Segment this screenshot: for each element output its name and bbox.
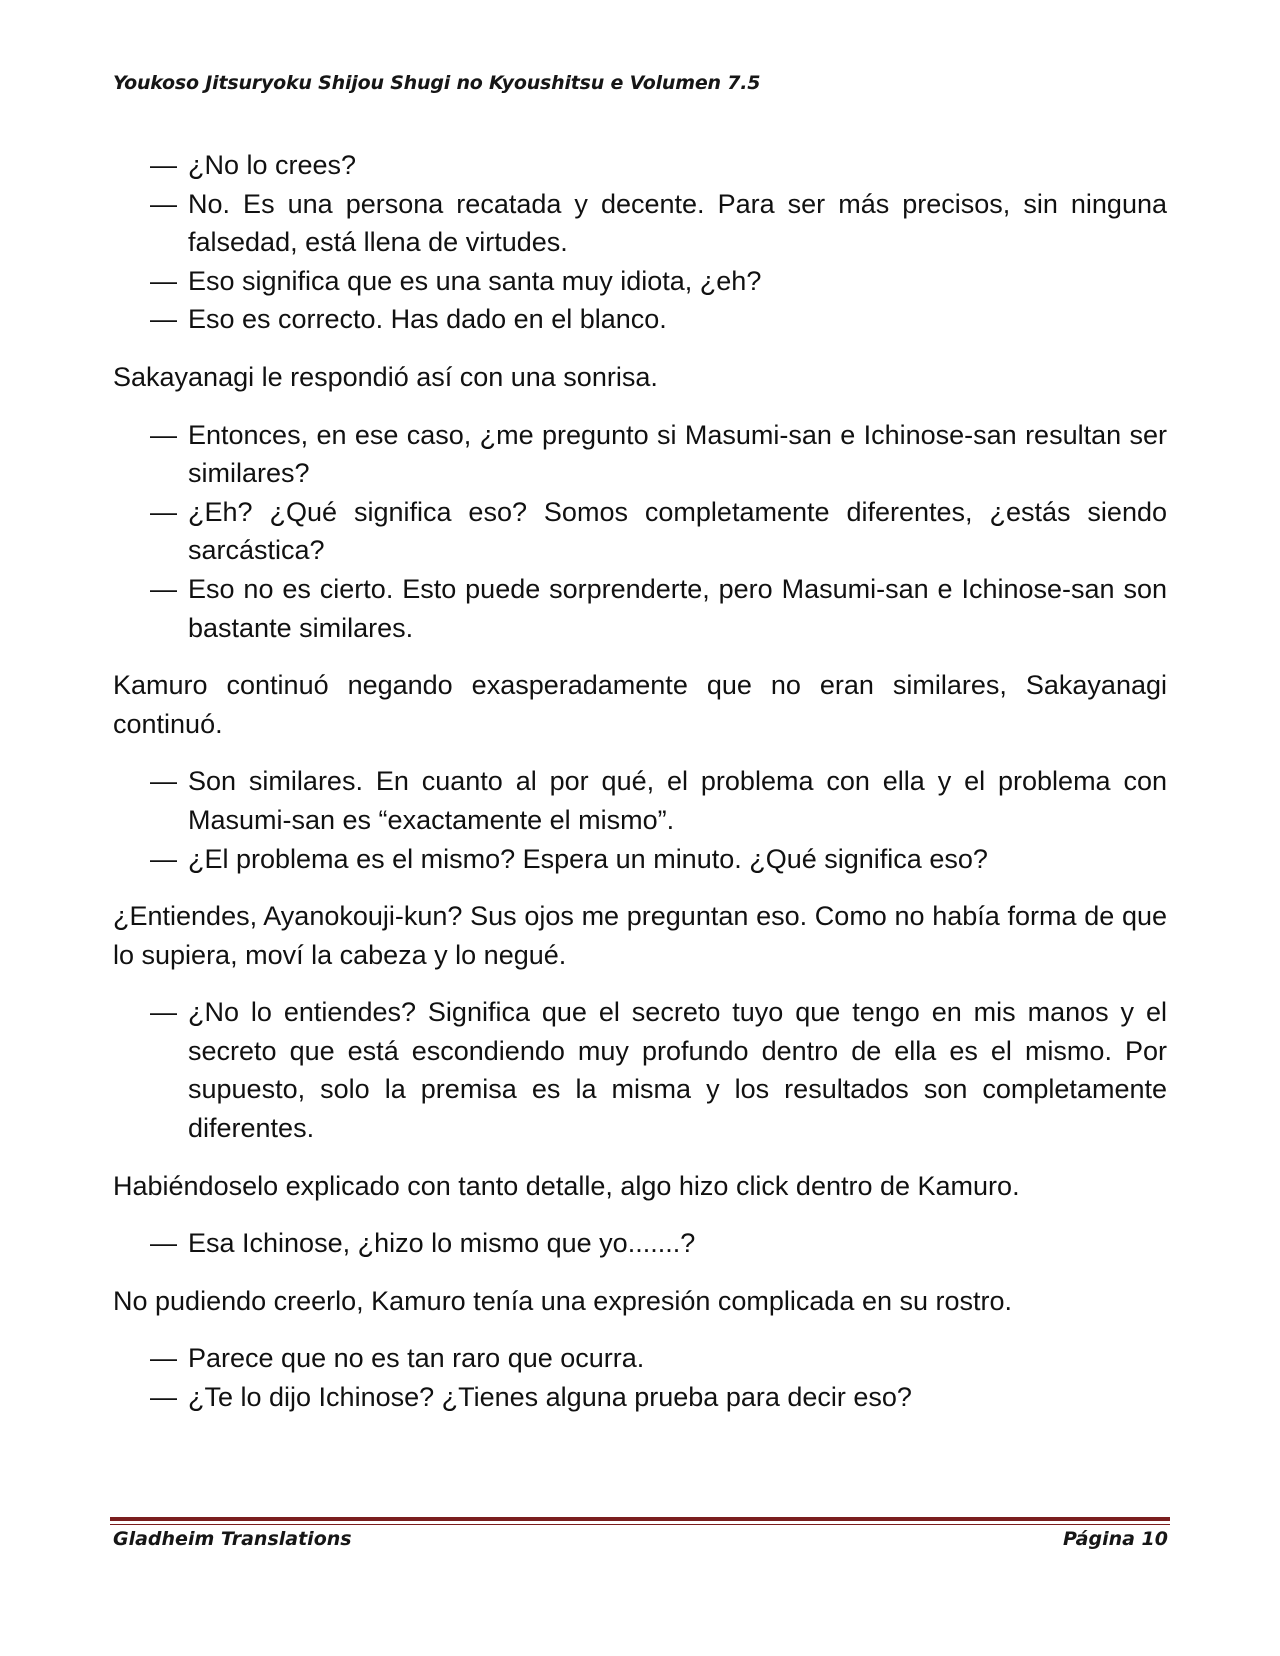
dialogue-group (113, 993, 1167, 1147)
em-dash: — (150, 766, 177, 797)
dialogue-line (113, 300, 1167, 339)
dialogue-line (113, 1378, 1167, 1417)
dialogue-group (113, 146, 1167, 339)
page-number: Página 10 (1062, 1528, 1168, 1550)
dialogue-text: ¿El problema es el mismo? Espera un minuto. ¿Qué significa eso? (188, 843, 988, 874)
dialogue-line (113, 840, 1167, 879)
em-dash: — (150, 1228, 177, 1259)
narration-paragraph: Habiéndoselo explicado con tanto detalle, algo hizo click dentro de Kamuro. (113, 1170, 1020, 1201)
em-dash: — (150, 573, 177, 604)
em-dash: — (150, 1382, 177, 1413)
dialogue-text: Son similares. En cuanto al por qué, el problema con ella y el problema con Masumi-san es “exactamente el mismo”. (188, 766, 1167, 835)
em-dash: — (150, 188, 177, 219)
narration-paragraph: ¿Entiendes, Ayanokouji-kun? Sus ojos me preguntan eso. Como no había forma de que lo supiera, moví la cabeza y lo negué. (113, 901, 1167, 970)
em-dash: — (150, 265, 177, 296)
em-dash: — (150, 496, 177, 527)
em-dash: — (150, 1343, 177, 1374)
dialogue-line (113, 762, 1167, 839)
footer-divider-thick (110, 1517, 1170, 1521)
dialogue-line (113, 493, 1167, 570)
dialogue-group (113, 1339, 1167, 1416)
page-body (113, 146, 1167, 1436)
dialogue-group (113, 762, 1167, 878)
em-dash: — (150, 843, 177, 874)
dialogue-text: No. Es una persona recatada y decente. Para ser más precisos, sin ninguna falsedad, está llena de virtudes. (188, 188, 1167, 258)
page-header-title: Youkoso Jitsuryoku Shijou Shugi no Kyoushitsu e Volumen 7.5 (113, 72, 761, 94)
dialogue-text: Eso no es cierto. Esto puede sorprenderte, pero Masumi-san e Ichinose-san son bastante similares. (188, 573, 1167, 643)
dialogue-line (113, 185, 1167, 262)
dialogue-line (113, 570, 1167, 647)
em-dash: — (150, 997, 177, 1028)
dialogue-text: ¿Te lo dijo Ichinose? ¿Tienes alguna prueba para decir eso? (188, 1382, 912, 1413)
dialogue-group (113, 416, 1167, 648)
dialogue-line (113, 993, 1167, 1147)
dialogue-text: Entonces, en ese caso, ¿me pregunto si Masumi-san e Ichinose-san resultan ser similares? (188, 419, 1167, 489)
dialogue-line (113, 1224, 1167, 1263)
dialogue-line (113, 1339, 1167, 1378)
dialogue-text: ¿No lo entiendes? Significa que el secreto tuyo que tengo en mis manos y el secreto que está escondiendo muy profundo dentro de ella es el mismo. Por supuesto, solo la premisa es la misma y los resultados son completamente diferentes. (188, 997, 1167, 1144)
dialogue-group (113, 1224, 1167, 1263)
em-dash: — (150, 304, 177, 335)
narration-paragraph: Sakayanagi le respondió así con una sonrisa. (113, 361, 658, 392)
dialogue-text: Eso significa que es una santa muy idiota, ¿eh? (188, 265, 762, 296)
dialogue-line (113, 146, 1167, 185)
dialogue-text: ¿Eh? ¿Qué significa eso? Somos completamente diferentes, ¿estás siendo sarcástica? (188, 496, 1167, 566)
narration-paragraph: Kamuro continuó negando exasperadamente que no eran similares, Sakayanagi continuó. (113, 670, 1167, 739)
dialogue-line (113, 416, 1167, 493)
dialogue-text: Esa Ichinose, ¿hizo lo mismo que yo.......? (188, 1228, 696, 1259)
dialogue-text: Eso es correcto. Has dado en el blanco. (188, 304, 667, 335)
dialogue-line (113, 262, 1167, 301)
narration-paragraph: No pudiendo creerlo, Kamuro tenía una expresión complicada en su rostro. (113, 1285, 1013, 1316)
footer-divider-thin (110, 1524, 1170, 1525)
dialogue-text: Parece que no es tan raro que ocurra. (188, 1343, 645, 1374)
em-dash: — (150, 419, 177, 450)
em-dash: — (150, 150, 177, 180)
footer-credit: Gladheim Translations (113, 1528, 352, 1550)
dialogue-text: ¿No lo crees? (188, 150, 357, 180)
